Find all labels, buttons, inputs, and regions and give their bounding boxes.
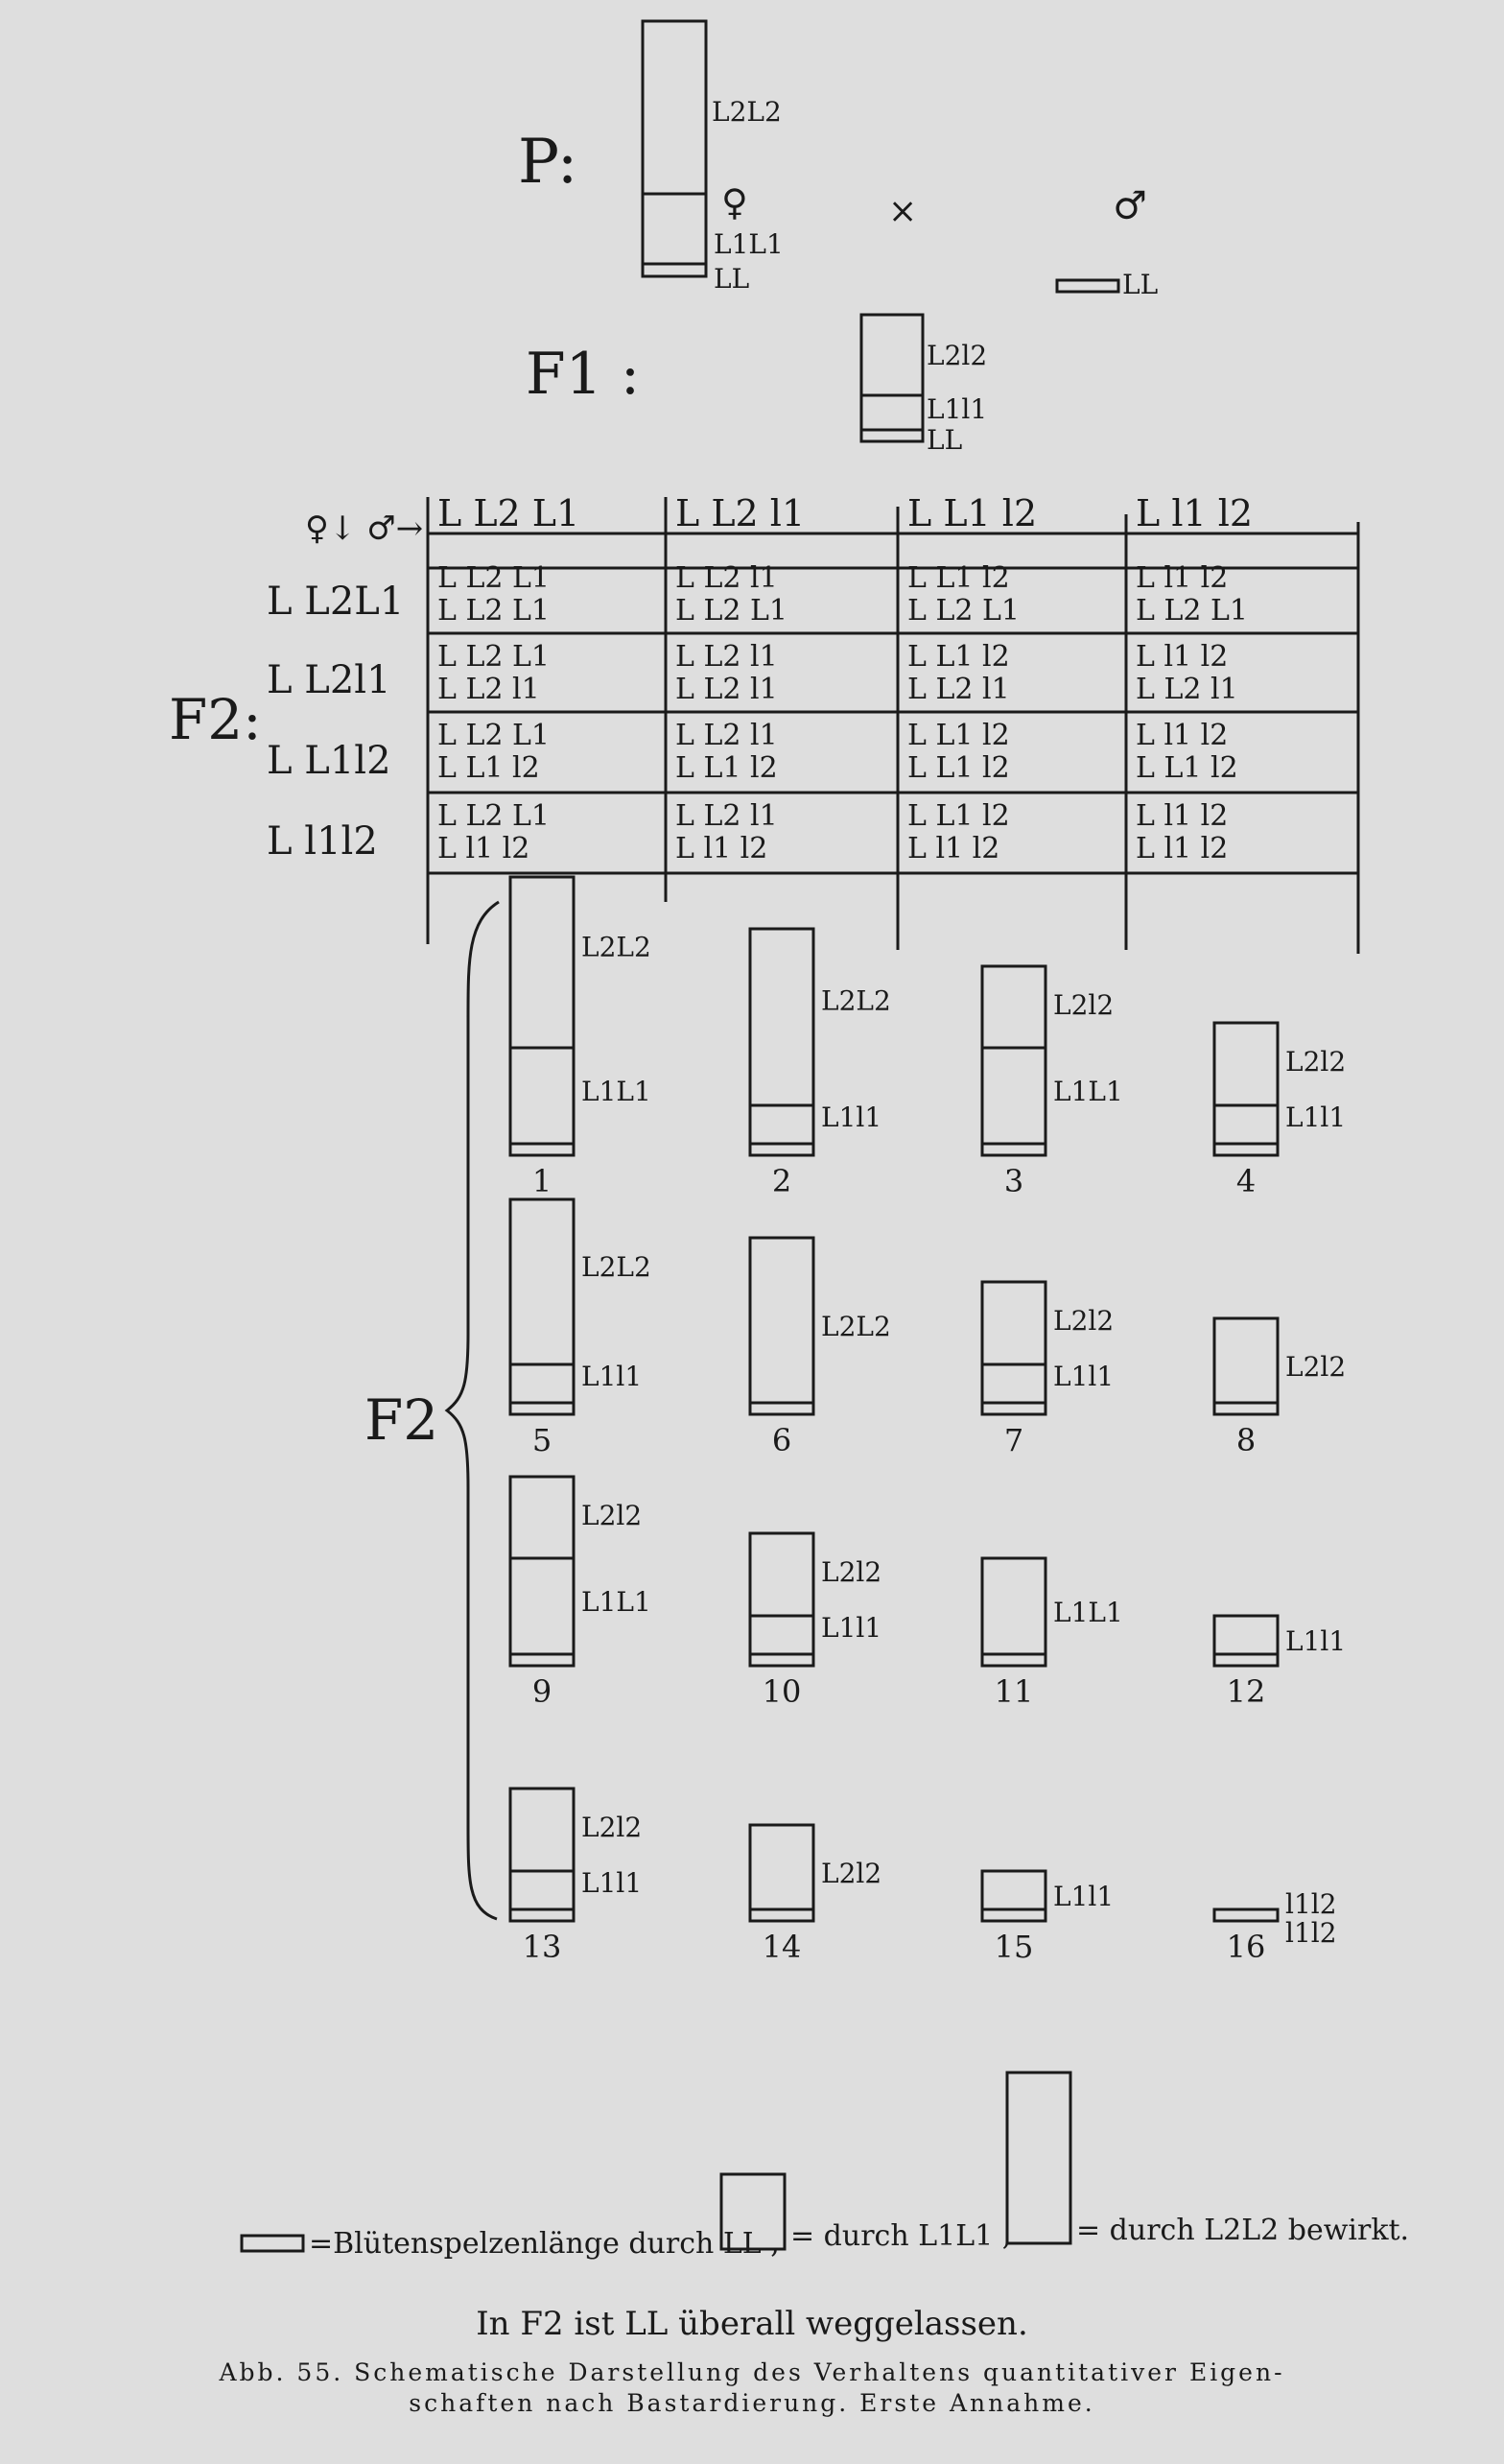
bar-number: 10	[762, 1673, 802, 1710]
f2-bar-9	[510, 1477, 651, 1710]
bar-number: 16	[1226, 1929, 1266, 1965]
bar-label-lower: L1L1	[1053, 1076, 1123, 1107]
legend-ll-box	[242, 2236, 303, 2251]
table-cell-r1-c4-line1: L l1 l2	[1136, 561, 1229, 595]
bar-number: 14	[762, 1929, 802, 1965]
p-female-label-l2l2: L2L2	[712, 96, 782, 128]
f2-bar-6	[750, 1238, 891, 1458]
female-symbol: ♀	[721, 181, 748, 224]
f2-bar-10	[750, 1533, 881, 1710]
table-cell-r3-c1-line2: L L1 l2	[437, 751, 540, 785]
table-cell-r3-c2-line1: L L2 l1	[675, 719, 778, 752]
bar-number: 6	[771, 1422, 792, 1458]
f2-bar-11	[982, 1558, 1123, 1710]
bar-label-lower: l1l2	[1285, 1917, 1337, 1949]
table-cell-r4-c2-line1: L L2 l1	[675, 799, 778, 833]
table-cell-r4-c1-line2: L l1 l2	[437, 832, 530, 865]
f2-note: In F2 ist LL überall weggelassen.	[476, 2305, 1028, 2343]
cross-symbol: ×	[888, 192, 918, 231]
bar-outline	[1214, 1318, 1278, 1414]
legend-l2l2-text: = durch L2L2 bewirkt.	[1076, 2214, 1410, 2247]
bar-label-lower: L1l1	[581, 1867, 643, 1899]
bar-outline	[750, 1238, 813, 1414]
bar-label-lower: L1l1	[581, 1361, 643, 1392]
bar-label: L2l2	[1285, 1351, 1347, 1383]
table-cell-r1-c2-line2: L L2 L1	[675, 594, 788, 628]
f2-brace	[447, 902, 499, 1919]
figure-caption-line-2: schaften nach Bastardierung. Erste Annahme.	[409, 2389, 1095, 2417]
column-header-1: L L2 L1	[437, 492, 580, 534]
bar-label-lower: L1l1	[821, 1102, 882, 1133]
bar-label-lower: L1l1	[821, 1612, 882, 1644]
f1-label-ll: LL	[927, 424, 963, 456]
table-cell-r1-c1-line1: L L2 L1	[437, 561, 551, 595]
bar-label-upper: l1l2	[1285, 1888, 1337, 1920]
bar-number: 11	[994, 1673, 1034, 1710]
bar-label-upper: L2l2	[821, 1556, 882, 1589]
figure-caption-line-1: Abb. 55. Schematische Darstellung des Verhaltens quantitativer Eigen-	[219, 2358, 1285, 2386]
table-cell-r2-c3-line1: L L1 l2	[907, 640, 1010, 674]
bar-outline	[982, 1558, 1046, 1666]
table-cell-r3-c2-line2: L L1 l2	[675, 751, 778, 785]
bar-label-upper: L2l2	[1285, 1046, 1347, 1078]
bar-outline	[1214, 1616, 1278, 1666]
bar-label-upper: L2l2	[1053, 1305, 1115, 1338]
f2-bar-15	[982, 1871, 1114, 1965]
bar-number: 7	[1003, 1422, 1024, 1458]
bar-number: 1	[531, 1163, 552, 1199]
bar-label: L1L1	[1053, 1597, 1123, 1628]
f2-bars-label: F2	[364, 1387, 439, 1453]
column-header-4: L l1 l2	[1136, 492, 1254, 534]
bar-label: L1l1	[1285, 1625, 1347, 1657]
table-row-headers	[267, 580, 404, 864]
legend-l1l1-text: = durch L1L1 ,	[790, 2219, 1012, 2253]
f2-bar-3	[982, 966, 1123, 1199]
table-cell-r4-c1-line1: L L2 L1	[437, 799, 551, 833]
table-cell-r4-c3-line1: L L1 l2	[907, 799, 1010, 833]
male-symbol: ♂	[1113, 184, 1147, 228]
table-cell-r2-c2-line1: L L2 l1	[675, 640, 778, 674]
f2-bar-14	[750, 1825, 881, 1965]
bar-label-lower: L1l1	[1285, 1102, 1347, 1133]
table-cell-r4-c4-line1: L l1 l2	[1136, 799, 1229, 833]
f2-bar-8	[1214, 1318, 1346, 1458]
bar-label: L2L2	[821, 1311, 891, 1342]
f2-table-label: F2:	[169, 687, 262, 752]
column-header-2: L L2 l1	[675, 492, 806, 534]
p-female-label-ll: LL	[714, 263, 750, 295]
table-cell-r1-c3-line1: L L1 l2	[907, 561, 1010, 595]
bar-outline	[510, 1199, 574, 1414]
bar-label-lower: L1l1	[1053, 1361, 1115, 1392]
bar-label-upper: L2l2	[1053, 988, 1115, 1021]
p-male-label-ll: LL	[1122, 269, 1159, 300]
row-header-3: L L1l2	[267, 739, 391, 783]
bar-outline	[750, 1825, 813, 1921]
table-cell-r3-c3-line2: L L1 l2	[907, 751, 1010, 785]
bar-label-upper: L2L2	[581, 1251, 651, 1284]
table-cell-r1-c3-line2: L L2 L1	[907, 594, 1021, 628]
bar-number: 4	[1235, 1163, 1257, 1199]
bar-number: 8	[1235, 1422, 1257, 1458]
table-cell-r3-c1-line1: L L2 L1	[437, 719, 551, 752]
f2-bar-2	[750, 929, 891, 1199]
bar-label-upper: L2l2	[581, 1499, 643, 1531]
bar-number: 2	[771, 1163, 792, 1199]
column-header-3: L L1 l2	[907, 492, 1038, 534]
table-cell-r3-c3-line1: L L1 l2	[907, 719, 1010, 752]
row-header-2: L L2l1	[267, 658, 391, 702]
p-female-label-l1l1: L1L1	[714, 228, 784, 260]
bar-outline	[982, 1282, 1046, 1414]
table-cell-r4-c4-line2: L l1 l2	[1136, 832, 1229, 865]
row-header-4: L l1l2	[267, 819, 378, 864]
bar-label-upper: L2L2	[581, 931, 651, 963]
bar-outline	[510, 877, 574, 1155]
table-cell-r2-c4-line1: L l1 l2	[1136, 640, 1229, 674]
f1-label-l1l1: L1l1	[927, 393, 988, 425]
bar-number: 15	[994, 1929, 1034, 1965]
f2-bar-1	[510, 877, 651, 1199]
table-cell-r3-c4-line1: L l1 l2	[1136, 719, 1229, 752]
bar-outline	[982, 1871, 1046, 1921]
bar-label-upper: L2L2	[821, 984, 891, 1017]
table-corner-symbols: ♀↓ ♂→	[305, 509, 424, 548]
p-female-bar	[643, 21, 706, 276]
bar-outline	[982, 966, 1046, 1155]
bar-outline	[750, 929, 813, 1155]
table-cell-r4-c3-line2: L l1 l2	[907, 832, 1000, 865]
table-cell-r4-c2-line2: L l1 l2	[675, 832, 768, 865]
f2-bar-grid	[510, 877, 1346, 1965]
f2-bar-4	[1214, 1023, 1346, 1199]
bar-number: 9	[531, 1673, 552, 1710]
table-cell-r2-c1-line1: L L2 L1	[437, 640, 551, 674]
bar-outline	[750, 1533, 813, 1666]
table-cell-r1-c2-line1: L L2 l1	[675, 561, 778, 595]
table-cell-r2-c3-line2: L L2 l1	[907, 673, 1010, 706]
bar-label-upper: L2l2	[581, 1812, 643, 1844]
bar-outline	[510, 1477, 574, 1666]
table-cell-r1-c1-line2: L L2 L1	[437, 594, 551, 628]
bar-label: L2l2	[821, 1858, 882, 1889]
bar-label-lower: L1L1	[581, 1586, 651, 1618]
table-cell-r2-c2-line2: L L2 l1	[675, 673, 778, 706]
p-male-bar	[1057, 280, 1118, 292]
bar-number: 12	[1226, 1673, 1266, 1710]
f1-bar	[861, 315, 923, 441]
p-label: P:	[518, 127, 578, 198]
f2-bar-7	[982, 1282, 1114, 1458]
bar-outline	[1214, 1909, 1278, 1921]
table-cell-r3-c4-line2: L L1 l2	[1136, 751, 1238, 785]
f1-label: F1 :	[526, 341, 641, 408]
f2-bar-13	[510, 1789, 642, 1965]
legend-l2l2-box	[1007, 2073, 1070, 2243]
bar-number: 3	[1003, 1163, 1024, 1199]
row-header-1: L L2L1	[267, 580, 405, 624]
bar-number: 5	[531, 1422, 552, 1458]
table-cell-r2-c1-line2: L L2 l1	[437, 673, 540, 706]
f2-bar-16	[1214, 1888, 1337, 1965]
bar-number: 13	[522, 1929, 562, 1965]
table-column-headers	[437, 492, 1253, 534]
f2-bar-12	[1214, 1616, 1346, 1710]
table-cell-r1-c4-line2: L L2 L1	[1136, 594, 1249, 628]
legend-ll-text: =Blütenspelzenlänge durch LL ,	[309, 2227, 780, 2261]
f2-bar-5	[510, 1199, 651, 1458]
legend	[242, 2073, 1409, 2261]
bar-outline	[510, 1789, 574, 1921]
f1-label-l2l2: L2l2	[927, 340, 988, 371]
bar-outline	[1214, 1023, 1278, 1155]
bar-label-lower: L1L1	[581, 1076, 651, 1107]
table-cell-r2-c4-line2: L L2 l1	[1136, 673, 1238, 706]
bar-label: L1l1	[1053, 1881, 1115, 1912]
